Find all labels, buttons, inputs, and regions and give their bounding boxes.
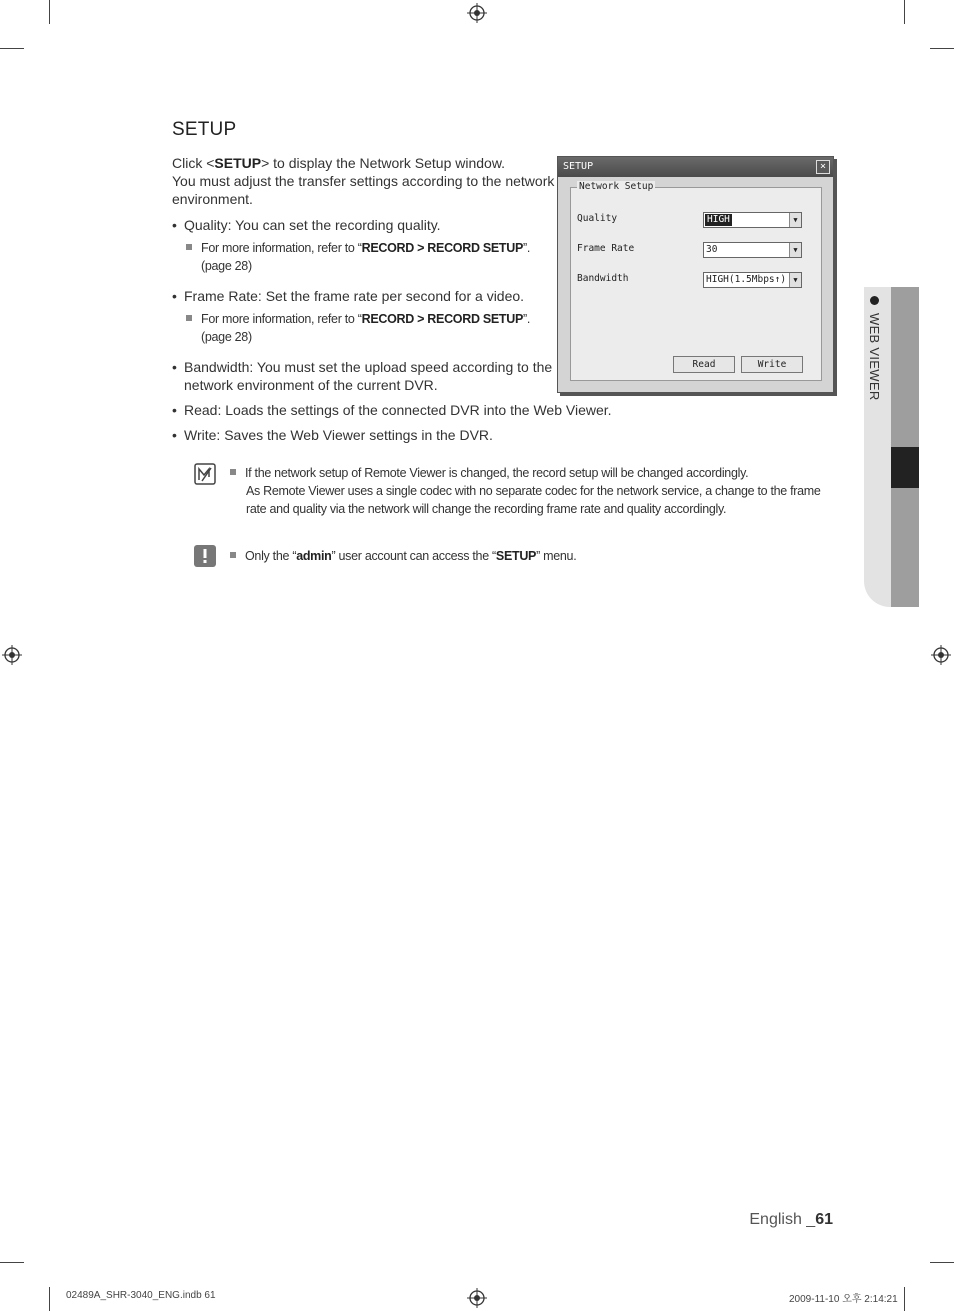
note-icon [194,463,216,485]
square-bullet-icon [230,552,236,558]
crop-mark [904,0,905,24]
caution-icon [194,545,216,567]
crop-mark [49,1287,50,1311]
square-bullet-icon [186,244,192,250]
quality-select[interactable]: HIGH ▼ [703,212,802,228]
chevron-down-icon[interactable]: ▼ [789,273,801,287]
page-number: English _61 [749,1211,833,1228]
read-button[interactable]: Read [673,356,735,373]
bullet-write: • Write: Saves the Web Viewer settings in the DVR. [172,427,493,443]
frame-rate-reference: For more information, refer to “RECORD > RECORD SETUP”. (page 28) [186,310,530,346]
chevron-down-icon[interactable]: ▼ [789,213,801,227]
bandwidth-label: Bandwidth [577,273,629,284]
crop-mark [930,1262,954,1263]
registration-mark-icon [467,3,487,23]
close-icon[interactable]: × [816,160,830,174]
side-tab-label: WEB VIEWER [867,296,882,401]
bullet-frame-rate: • Frame Rate: Set the frame rate per second for a video. [172,288,525,304]
quality-reference-page: (page 28) [201,259,252,273]
dialog-titlebar [558,157,833,177]
network-setup-group [570,181,822,381]
square-bullet-icon [186,315,192,321]
registration-mark-icon [467,1288,487,1308]
chevron-down-icon[interactable]: ▼ [789,243,801,257]
crop-mark [904,1287,905,1311]
intro-line-1: Click <SETUP> to display the Network Setup window. [172,155,506,171]
slug-left: 02489A_SHR-3040_ENG.indb 61 [66,1290,216,1301]
slug-right: 2009-11-10 오후 2:14:21 [789,1294,898,1305]
registration-mark-icon [931,645,951,665]
square-bullet-icon [230,469,236,475]
dialog-title: SETUP [563,161,594,172]
intro-line-3: environment. [172,191,253,207]
side-tab-marker [891,447,919,488]
quality-reference: For more information, refer to “RECORD > RECORD SETUP”. (page 28) [186,239,530,275]
crop-mark [49,0,50,24]
crop-mark [0,48,24,49]
crop-mark [930,48,954,49]
group-label: Network Setup [579,181,654,192]
frame-rate-reference-page: (page 28) [201,330,252,344]
intro-text [172,154,557,208]
bandwidth-select[interactable]: HIGH(1.5Mbps↑) ▼ [703,272,802,288]
caution-text: Only the “admin” user account can access the “SETUP” menu. [230,547,830,565]
quality-label: Quality [577,213,618,224]
section-title: SETUP [172,119,237,140]
frame-rate-select[interactable]: 30 ▼ [703,242,802,258]
intro-line-2: You must adjust the transfer settings according to the network [172,173,555,189]
frame-rate-label: Frame Rate [577,243,635,254]
bullet-quality: • Quality: You can set the recording quality. [172,217,441,233]
note-text: If the network setup of Remote Viewer is changed, the record setup will be changed accordingly. As Remote Viewer uses a single codec with no separate codec for the network service, a change to the frame rate and quality via the network will change the recording frame rate and quality accordingly. [230,464,830,518]
bullet-dot-icon [870,296,879,305]
crop-mark [0,1262,24,1263]
write-button[interactable]: Write [741,356,803,373]
registration-mark-icon [2,645,22,665]
bullet-read: • Read: Loads the settings of the connected DVR into the Web Viewer. [172,402,612,418]
bullet-bandwidth: • Bandwidth: You must set the upload speed according to the network environment of the current DVR. [172,359,553,393]
setup-dialog [557,156,834,393]
